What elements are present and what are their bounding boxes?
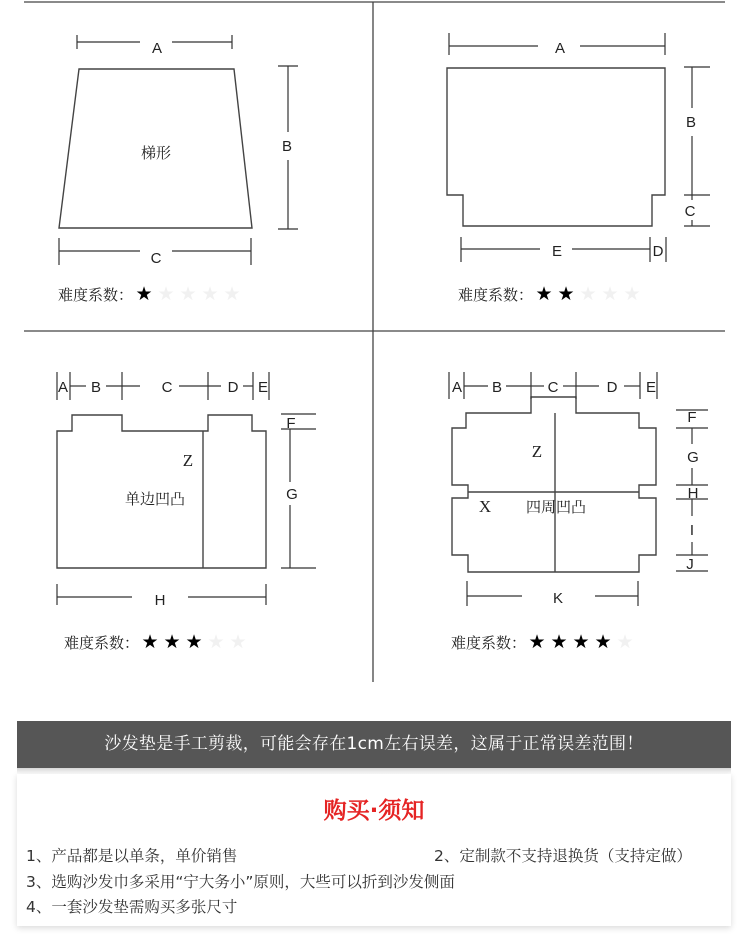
error-notice-banner: 沙发垫是手工剪裁，可能会存在1cm左右误差，这属于正常误差范围！ <box>17 721 731 768</box>
four-side-dim-i: I <box>689 522 695 539</box>
star-filled-icon: ★ <box>528 631 546 653</box>
four-side-dim-d: D <box>606 379 618 396</box>
star-rating <box>139 631 249 653</box>
star-empty-icon: ★ <box>157 283 175 305</box>
star-filled-icon: ★ <box>141 631 159 653</box>
notched-rect-dim-e: E <box>551 243 563 260</box>
one-side-dim-f: F <box>286 415 296 432</box>
star-empty-icon: ★ <box>207 631 225 653</box>
notched-rect-difficulty <box>458 284 643 305</box>
trapezoid-shape-label: 梯形 <box>140 144 172 162</box>
one-side-dim-g: G <box>286 486 298 503</box>
four-side-dim-e: E <box>645 379 657 396</box>
trapezoid-dim-c: C <box>150 250 162 267</box>
star-filled-icon: ★ <box>594 631 612 653</box>
four-side-dim-h: H <box>687 485 699 502</box>
star-empty-icon: ★ <box>229 631 247 653</box>
notched-rect-dim-d: D <box>652 243 664 260</box>
star-filled-icon: ★ <box>163 631 181 653</box>
four-side-difficulty <box>451 632 636 653</box>
notice-title: 购买·须知 <box>323 798 425 824</box>
four-side-z-label: Z <box>531 442 543 461</box>
one-side-dim-h: H <box>154 592 166 609</box>
notched-rect-dim-c: C <box>684 203 696 220</box>
one-side-shape-label: 单边凹凸 <box>124 490 186 508</box>
star-rating <box>133 283 243 305</box>
notched-rect-dim-b: B <box>685 114 697 131</box>
difficulty-label: 难度系数： <box>451 634 527 652</box>
one-side-difficulty <box>64 632 249 653</box>
star-filled-icon: ★ <box>535 283 553 305</box>
star-rating <box>526 631 636 653</box>
one-side-dim-a: A <box>57 379 69 396</box>
star-empty-icon: ★ <box>201 283 219 305</box>
four-side-dim-c: C <box>547 379 559 396</box>
star-empty-icon: ★ <box>623 283 641 305</box>
four-side-dim-b: B <box>491 379 503 396</box>
one-side-z-label: Z <box>182 451 194 470</box>
purchase-notice-panel <box>17 774 731 926</box>
star-empty-icon: ★ <box>223 283 241 305</box>
four-side-shape-label: 四周凹凸 <box>525 498 587 516</box>
star-filled-icon: ★ <box>135 283 153 305</box>
one-side-dim-b: B <box>90 379 102 396</box>
notice-rule-2: 2、定制款不支持退换货（支持定做） <box>434 847 692 865</box>
trapezoid-dim-b: B <box>281 138 293 155</box>
star-empty-icon: ★ <box>579 283 597 305</box>
star-empty-icon: ★ <box>616 631 634 653</box>
notice-rule-1: 1、产品都是以单条，单价销售 <box>26 847 238 865</box>
one-side-dim-c: C <box>161 379 173 396</box>
trapezoid-dim-a: A <box>151 40 163 57</box>
trapezoid-difficulty <box>58 284 243 305</box>
notice-rule-3: 3、选购沙发巾多采用“宁大务小”原则，大些可以折到沙发侧面 <box>26 873 455 891</box>
four-side-diagram <box>449 372 708 606</box>
four-side-dim-f: F <box>687 409 697 426</box>
trapezoid-diagram <box>59 35 298 265</box>
difficulty-label: 难度系数： <box>458 286 534 304</box>
star-empty-icon: ★ <box>601 283 619 305</box>
star-filled-icon: ★ <box>185 631 203 653</box>
star-filled-icon: ★ <box>572 631 590 653</box>
four-side-x-label: X <box>478 497 492 516</box>
difficulty-label: 难度系数： <box>64 634 140 652</box>
four-side-dim-k: K <box>552 590 564 607</box>
one-side-dim-e: E <box>257 379 269 396</box>
difficulty-label: 难度系数： <box>58 286 134 304</box>
four-side-dim-a: A <box>451 379 463 396</box>
one-side-dim-d: D <box>227 379 239 396</box>
star-empty-icon: ★ <box>179 283 197 305</box>
four-side-dim-g: G <box>687 449 699 466</box>
notched-rect-dim-a: A <box>554 40 566 57</box>
star-rating <box>533 283 643 305</box>
one-side-diagram <box>57 372 316 605</box>
notched-rect-diagram <box>447 33 710 262</box>
star-filled-icon: ★ <box>557 283 575 305</box>
four-side-dim-j: J <box>686 556 694 573</box>
star-filled-icon: ★ <box>550 631 568 653</box>
notice-rule-4: 4、一套沙发垫需购买多张尺寸 <box>26 898 238 916</box>
